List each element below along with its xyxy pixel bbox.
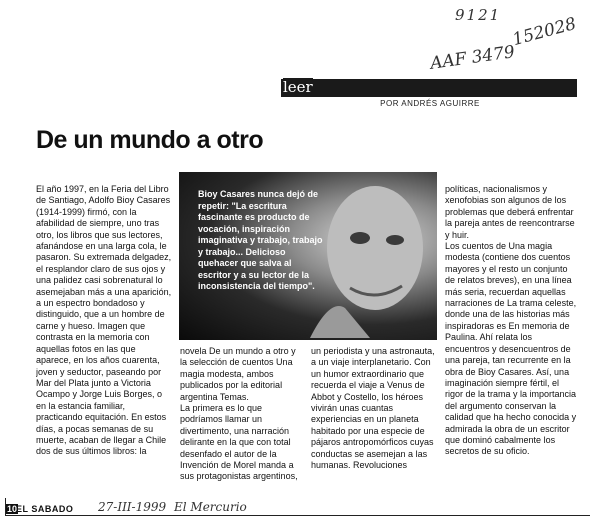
- handwritten-source: El Mercurio: [174, 500, 247, 514]
- handwritten-date: 27-III-1999: [98, 500, 167, 514]
- footer-rule: [5, 515, 590, 516]
- pull-quote: Bioy Casares nunca dejó de repetir: "La escritura fascinante es producto de vocación, inspiración imaginativa y trabajo, trabajo y trabajo... Delicioso quehacer que salva al escritor y a su lector de la inconsistencia del tiempo".: [198, 189, 323, 291]
- article-column-2: novela De un mundo a otro y la selección de cuentos Una magia modesta, ambos publicados por la editorial argentina Temas. La primera es lo que podríamos llamar un divertimento, una narración delirante en la que con total desenfado el autor de la Invención de Morel manda a sus protagonistas argentinos,: [180, 346, 298, 482]
- byline: POR ANDRÉS AGUIRRE: [380, 99, 480, 108]
- handwritten-archive-mark: 9121: [455, 6, 502, 24]
- handwritten-catalog-number: 152028: [510, 13, 579, 51]
- headline: De un mundo a otro: [36, 126, 264, 154]
- handwritten-catalog-code: AAF 3479: [429, 42, 517, 74]
- article-column-4: políticas, nacionalismos y xenofobias son algunos de los problemas que deberá enfrentar la pareja antes de reencontrarse y huir. Los cuentos de Una magia modesta (contiene dos cuentos mayores y el resto un conjunto de relatos breves), en una línea más seria, recuerdan aquellas narraciones de La trama celeste, donde una de las historias más inspiradoras es En memoria de Paulina. Ahí relata los encuentros y desencuentros de una pareja, tan recurrente en la obra de Bioy Casares. Así, una imaginación siempre fértil, el rigor de la trama y la importancia del argumento conservan la calidad que ha hecho conocida y admirada la obra de un escritor que dominó cabalmente los secretos de su oficio.: [445, 184, 577, 457]
- article-column-3: un periodista y una astronauta, a un viaje interplanetario. Con un humor extraordinario que recuerda el viaje a Venus de Abbot y Costello, los héroes vivirán unas cuantas experiencias en un planeta habitado por una especie de pájaros antropomórficos cuyas conductas se asemejan a las humanas. Revoluciones: [311, 346, 435, 471]
- section-title: leer: [283, 78, 313, 96]
- publication-name: EL SABADO: [16, 504, 74, 514]
- section-bar: [281, 79, 577, 97]
- article-column-1: El año 1997, en la Feria del Libro de Santiago, Adolfo Bioy Casares (1914-1999) firmó, con la afabilidad de siempre, uno tras otro, los libros que sus lectores, afanándose en una larga cola, le pasaron. Su extremada delgadez, el resplandor claro de sus ojos y una palidez casi sobrenatural lo asemejaban más a una aparición, a un espectro bondadoso y distinguido, que a un hombre de carne y hueso. Imagen que contrasta en la memoria con aquellas fotos en las que aparece, en los años cuarenta, joven y seductor, paseando por Mar del Plata junto a Victoria Ocampo y Jorge Luis Borges, o en la estancia familiar, practicando equitación. En estos días, a pocas semanas de su muerte, acaban de llegar a Chile dos de sus últimos libros: la: [36, 184, 172, 457]
- page-number: 10: [7, 504, 18, 514]
